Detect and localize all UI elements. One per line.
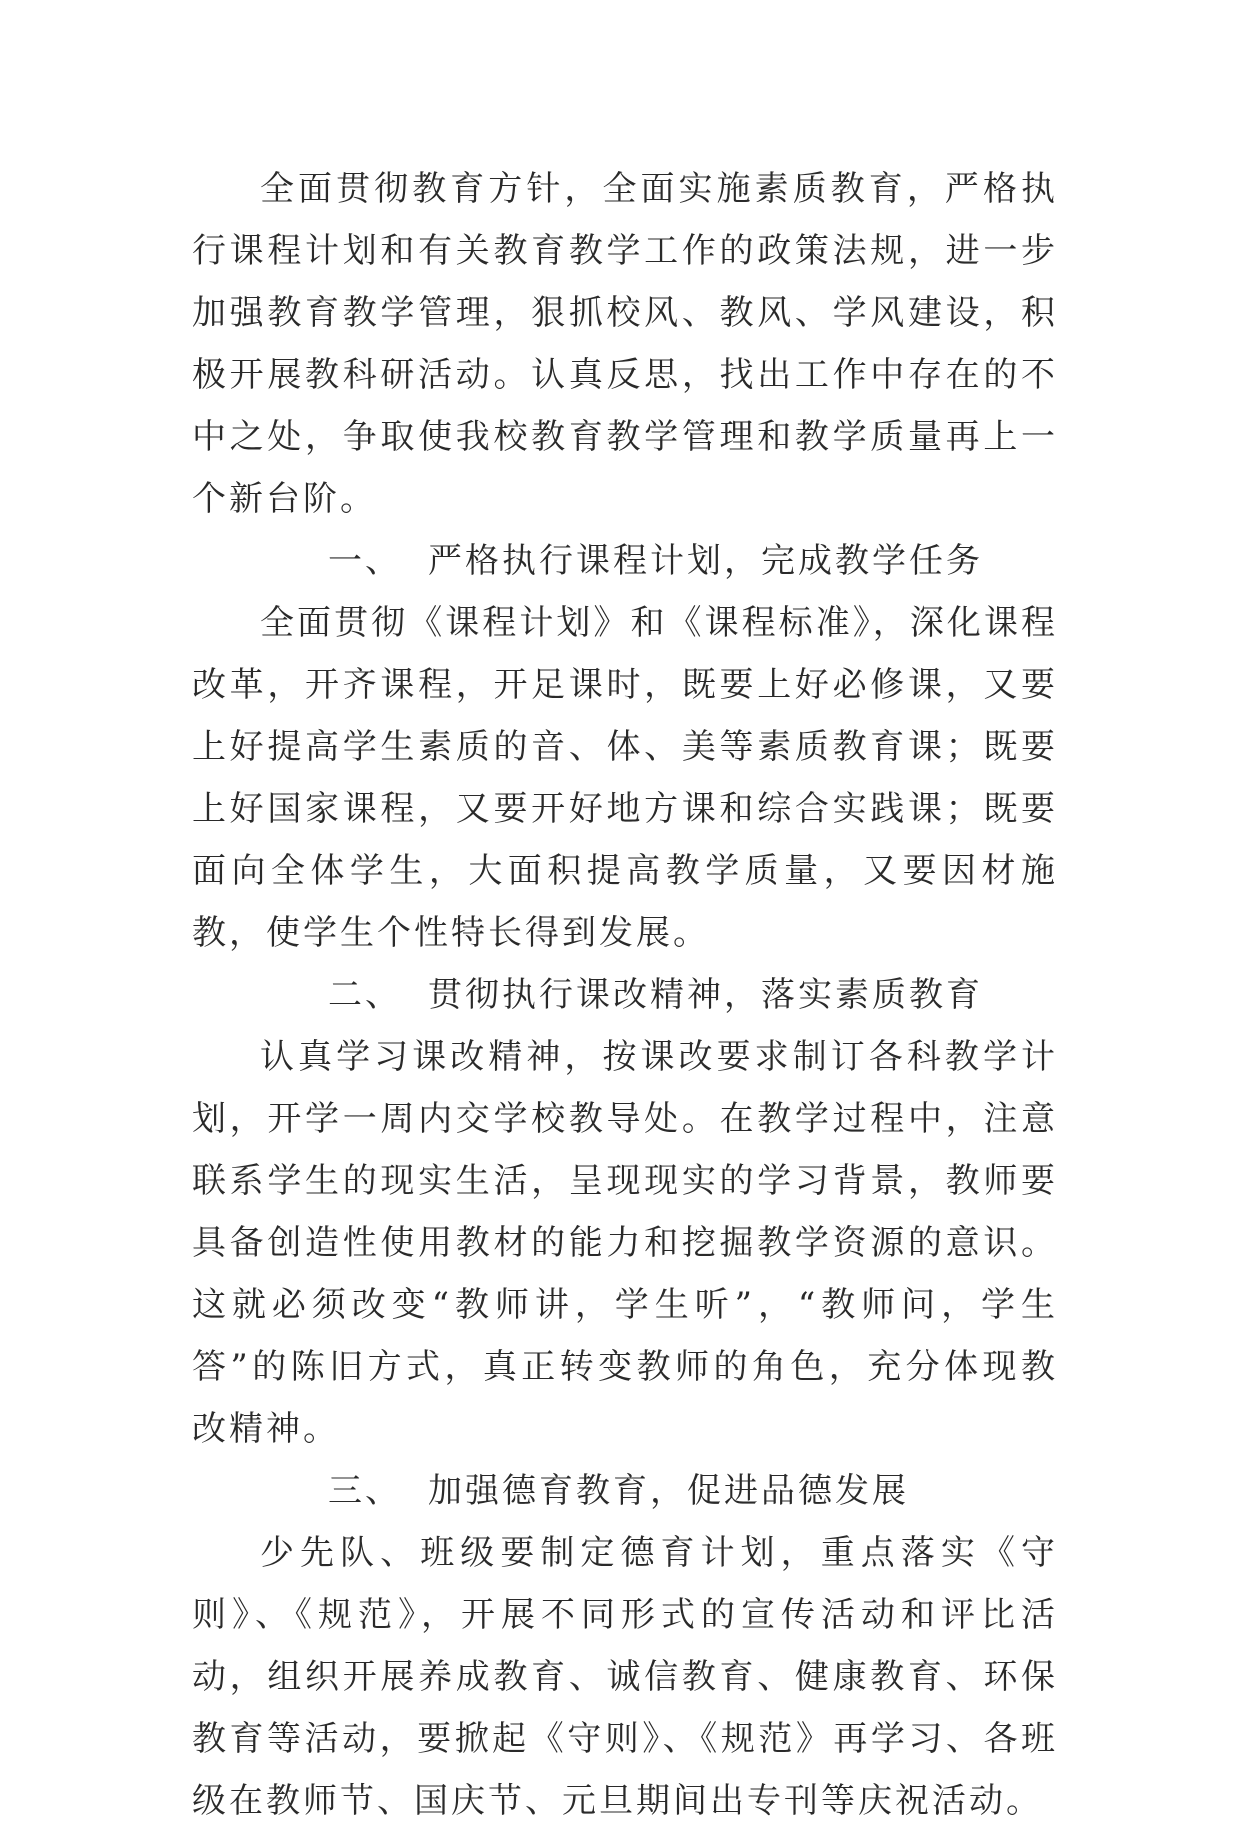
paragraph-section-2: 认真学习课改精神，按课改要求制订各科教学计划，开学一周内交学校教导处。在教学过程中，注意联系学生的现实生活，呈现现实的学习背景，教师要具备创造性使用教材的能力和挖掘教学资源的意识。这就必须改变“教师讲，学生听”，“教师问，学生答”的陈旧方式，真正转变教师的角色，充分体现教改精神。	[192, 1037, 1058, 1449]
section-number-2: 二、	[328, 975, 402, 1015]
section-title-2: 贯彻执行课改精神，落实素质教育	[428, 975, 983, 1015]
section-title-1: 严格执行课程计划，完成教学任务	[428, 541, 983, 581]
document-body	[192, 158, 1058, 1832]
section-heading-3	[192, 1460, 1058, 1522]
section-number-3: 三、	[328, 1471, 402, 1511]
paragraph-intro: 全面贯彻教育方针，全面实施素质教育，严格执行课程计划和有关教育教学工作的政策法规，进一步加强教育教学管理，狠抓校风、教风、学风建设，积极开展教科研活动。认真反思，找出工作中存在的不中之处，争取使我校教育教学管理和教学质量再上一个新台阶。	[192, 169, 1058, 519]
paragraph-section-3: 少先队、班级要制定德育计划，重点落实《守则》、《规范》，开展不同形式的宣传活动和评比活动，组织开展养成教育、诚信教育、健康教育、环保教育等活动，要掀起《守则》、《规范》再学习、各班级在教师节、国庆节、元旦期间出专刊等庆祝活动。	[192, 1533, 1058, 1821]
paragraph-section-1: 全面贯彻《课程计划》和《课程标准》，深化课程改革，开齐课程，开足课时，既要上好必修课，又要上好提高学生素质的音、体、美等素质教育课；既要上好国家课程，又要开好地方课和综合实践课；既要面向全体学生，大面积提高教学质量，又要因材施教，使学生个性特长得到发展。	[192, 603, 1058, 953]
section-number-1: 一、	[328, 541, 402, 581]
section-heading-2	[192, 964, 1058, 1026]
section-title-3: 加强德育教育，促进品德发展	[428, 1471, 909, 1511]
section-heading-1	[192, 530, 1058, 592]
